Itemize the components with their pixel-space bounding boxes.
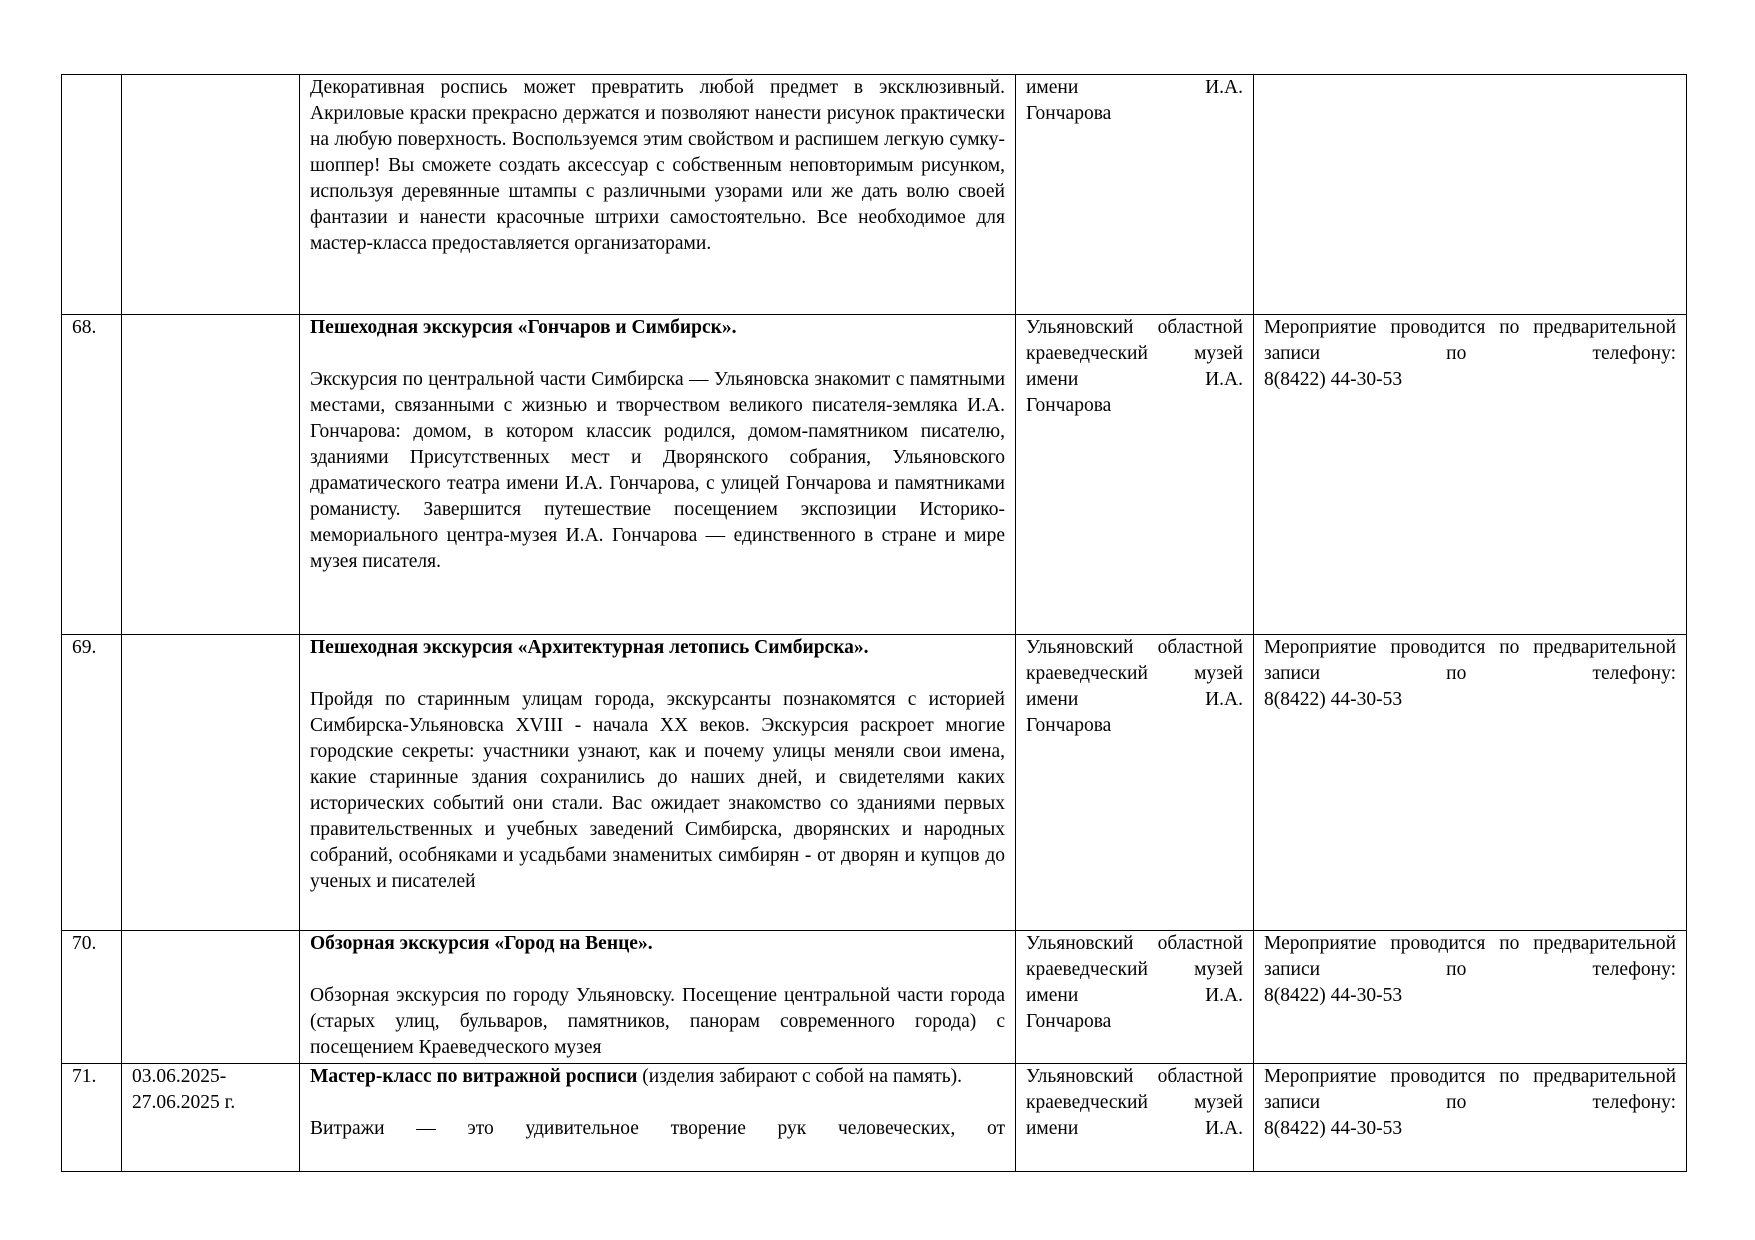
event-title: Пешеходная экскурсия «Гончаров и Симбирск». — [310, 317, 737, 338]
table-row — [62, 75, 1687, 315]
phone-number: 8(8422) 44-30-53 — [1264, 985, 1403, 1006]
event-title: Обзорная экскурсия «Город на Венце». — [310, 933, 653, 954]
note-text: Мероприятие проводится по предварительной записи по телефону: — [1264, 317, 1676, 364]
table-row — [62, 1064, 1687, 1172]
cell-description — [300, 635, 1016, 931]
note-text: Мероприятие проводится по предварительной записи по телефону: — [1264, 637, 1676, 684]
cell-number: 68. — [62, 315, 122, 635]
venue-text-end: Гончарова — [1026, 1011, 1112, 1032]
cell-note — [1254, 1064, 1687, 1172]
cell-date — [122, 931, 300, 1064]
cell-note — [1254, 75, 1687, 315]
event-title: Пешеходная экскурсия «Архитектурная летопись Симбирска». — [310, 637, 869, 658]
venue-text: Ульяновский областной краеведческий музей имени И.А. — [1026, 317, 1243, 390]
cell-number: 71. — [62, 1064, 122, 1172]
venue-text: Ульяновский областной краеведческий музей имени И.А. — [1026, 1066, 1243, 1139]
cell-date — [122, 315, 300, 635]
venue-text-end: Гончарова — [1026, 715, 1112, 736]
phone-number: 8(8422) 44-30-53 — [1264, 1118, 1403, 1139]
cell-number — [62, 75, 122, 315]
cell-venue — [1016, 931, 1254, 1064]
cell-venue — [1016, 315, 1254, 635]
event-description: Витражи — это удивительное творение рук человеческих, от — [310, 1118, 1005, 1139]
venue-text: Ульяновский областной краеведческий музей имени И.А. — [1026, 637, 1243, 710]
phone-number: 8(8422) 44-30-53 — [1264, 689, 1403, 710]
cell-date — [122, 75, 300, 315]
event-title-suffix: (изделия забирают с собой на память). — [637, 1066, 963, 1087]
table-row — [62, 635, 1687, 931]
cell-note — [1254, 315, 1687, 635]
venue-text: имени И.А. — [1026, 77, 1243, 98]
venue-text-end: Гончарова — [1026, 395, 1112, 416]
note-text: Мероприятие проводится по предварительной записи по телефону: — [1264, 933, 1676, 980]
cell-note — [1254, 635, 1687, 931]
event-description: Пройдя по старинным улицам города, экскурсанты познакомятся с историей Симбирска-Ульяновска XVIII - начала XX веков. Экскурсия раскроет многие городские секреты: участники узнают, как и почему улицы меняли свои имена, какие старинные здания сохранились до наших дней, и свидетелями каких исторических событий они стали. Вас ожидает знакомство со зданиями первых правительственных и учебных заведений Симбирска, дворянских и народных собраний, особняками и усадьбами знаменитых симбирян - от дворян и купцов до ученых и писателей — [310, 689, 1005, 892]
cell-description — [300, 931, 1016, 1064]
cell-description — [300, 1064, 1016, 1172]
cell-description — [300, 315, 1016, 635]
venue-text-end: Гончарова — [1026, 103, 1112, 124]
venue-text: Ульяновский областной краеведческий музей имени И.А. — [1026, 933, 1243, 1006]
event-title: Мастер-класс по витражной росписи — [310, 1066, 638, 1087]
date-range: 03.06.2025- 27.06.2025 г. — [132, 1066, 236, 1113]
cell-date — [122, 1064, 300, 1172]
phone-number: 8(8422) 44-30-53 — [1264, 369, 1403, 390]
cell-number: 69. — [62, 635, 122, 931]
cell-venue — [1016, 1064, 1254, 1172]
cell-description — [300, 75, 1016, 315]
cell-venue — [1016, 75, 1254, 315]
event-description: Экскурсия по центральной части Симбирска — Ульяновска знакомит с памятными местами, связанными с жизнью и творчеством великого писателя-земляка И.А. Гончарова: домом, в котором классик родился, домом-памятником писателю, зданиями Присутственных мест и Дворянского собрания, Ульяновского драматического театра имени И.А. Гончарова, с улицей Гончарова и памятниками романисту. Завершится путешествие посещением экспозиции Историко-мемориального центра-музея И.А. Гончарова — единственного в стране и мире музея писателя. — [310, 369, 1005, 572]
events-table — [61, 74, 1687, 1172]
cell-note — [1254, 931, 1687, 1064]
event-description: Обзорная экскурсия по городу Ульяновску. Посещение центральной части города (старых улиц, бульваров, памятников, панорам современного города) с посещением Краеведческого музея — [310, 985, 1005, 1058]
event-description: Декоративная роспись может превратить любой предмет в эксклюзивный. Акриловые краски прекрасно держатся и позволяют нанести рисунок практически на любую поверхность. Воспользуемся этим свойством и распишем легкую сумку-шоппер! Вы сможете создать аксессуар с собственным неповторимым рисунком, используя деревянные штампы с различными узорами или же дать волю своей фантазии и нанести красочные штрихи самостоятельно. Все необходимое для мастер-класса предоставляется организаторами. — [310, 77, 1005, 254]
cell-venue — [1016, 635, 1254, 931]
table-row — [62, 931, 1687, 1064]
table-row — [62, 315, 1687, 635]
cell-date — [122, 635, 300, 931]
cell-number: 70. — [62, 931, 122, 1064]
note-text: Мероприятие проводится по предварительной записи по телефону: — [1264, 1066, 1676, 1113]
